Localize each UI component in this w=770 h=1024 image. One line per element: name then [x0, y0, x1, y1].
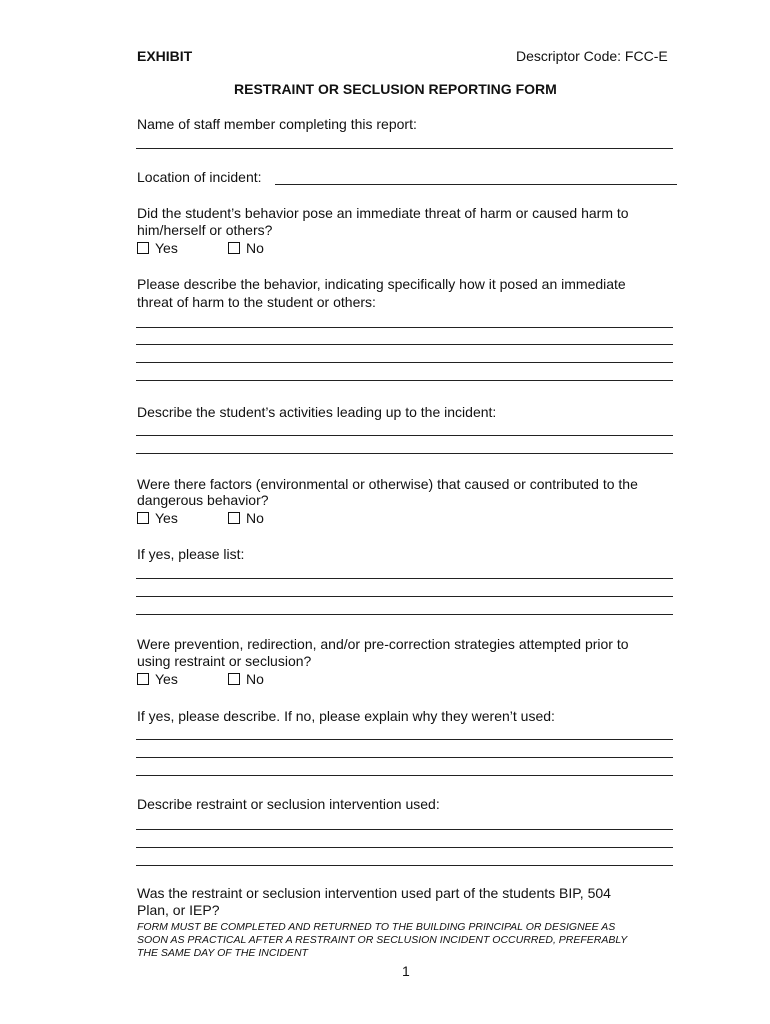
q9-text-line1: Was the restraint or seclusion intervention used part of the students BIP, 504	[137, 885, 611, 901]
q7-answer-line[interactable]	[136, 739, 673, 740]
q8-answer-line[interactable]	[136, 829, 673, 830]
exhibit-label: EXHIBIT	[137, 48, 193, 64]
q2-text-line2: threat of harm to the student or others:	[137, 294, 376, 310]
checkbox-icon[interactable]	[137, 242, 149, 254]
q6-no-option[interactable]: No	[228, 671, 264, 687]
form-title: RESTRAINT OR SECLUSION REPORTING FORM	[234, 81, 557, 97]
staff-name-line[interactable]	[136, 148, 673, 149]
page-number: 1	[402, 963, 410, 979]
checkbox-icon[interactable]	[137, 673, 149, 685]
q1-yes-option[interactable]: Yes	[137, 240, 178, 256]
location-line[interactable]	[275, 184, 677, 185]
staff-name-label: Name of staff member completing this report:	[137, 116, 417, 132]
q4-no-option[interactable]: No	[228, 510, 264, 526]
q5-answer-line[interactable]	[136, 614, 673, 615]
checkbox-icon[interactable]	[137, 512, 149, 524]
q3-text: Describe the student’s activities leading up to the incident:	[137, 404, 497, 420]
q1-no-option[interactable]: No	[228, 240, 264, 256]
q4-yes-option[interactable]: Yes	[137, 510, 178, 526]
q1-text-line2: him/herself or others?	[137, 222, 273, 238]
q8-answer-line[interactable]	[136, 865, 673, 866]
q7-text: If yes, please describe. If no, please explain why they weren’t used:	[137, 708, 555, 724]
q8-text: Describe restraint or seclusion intervention used:	[137, 796, 440, 812]
q4-text-line1: Were there factors (environmental or otherwise) that caused or contributed to the	[137, 476, 638, 492]
q5-answer-line[interactable]	[136, 578, 673, 579]
q3-answer-line[interactable]	[136, 453, 673, 454]
checkbox-icon[interactable]	[228, 512, 240, 524]
q7-answer-line[interactable]	[136, 775, 673, 776]
q5-text: If yes, please list:	[137, 546, 245, 562]
descriptor-code: Descriptor Code: FCC-E	[516, 48, 668, 64]
q2-text-line1: Please describe the behavior, indicating specifically how it posed an immediate	[137, 276, 626, 292]
footer-note-line1: FORM MUST BE COMPLETED AND RETURNED TO THE BUILDING PRINCIPAL OR DESIGNEE AS	[137, 921, 616, 933]
q6-text-line2: using restraint or seclusion?	[137, 653, 312, 669]
checkbox-icon[interactable]	[228, 242, 240, 254]
q5-answer-line[interactable]	[136, 596, 673, 597]
footer-note-line3: THE SAME DAY OF THE INCIDENT	[137, 947, 308, 959]
footer-note-line2: SOON AS PRACTICAL AFTER A RESTRAINT OR SECLUSION INCIDENT OCCURRED, PREFERABLY	[137, 934, 628, 946]
q6-text-line1: Were prevention, redirection, and/or pre-correction strategies attempted prior to	[137, 636, 629, 652]
q2-answer-line[interactable]	[136, 380, 673, 381]
checkbox-icon[interactable]	[228, 673, 240, 685]
q6-yes-option[interactable]: Yes	[137, 671, 178, 687]
q2-answer-line[interactable]	[136, 362, 673, 363]
q1-text-line1: Did the student’s behavior pose an immediate threat of harm or caused harm to	[137, 205, 629, 221]
q4-text-line2: dangerous behavior?	[137, 492, 269, 508]
q7-answer-line[interactable]	[136, 757, 673, 758]
q2-answer-line[interactable]	[136, 344, 673, 345]
q8-answer-line[interactable]	[136, 847, 673, 848]
q2-answer-line[interactable]	[136, 327, 673, 328]
location-label: Location of incident:	[137, 169, 262, 185]
q9-text-line2: Plan, or IEP?	[137, 902, 220, 918]
q3-answer-line[interactable]	[136, 435, 673, 436]
